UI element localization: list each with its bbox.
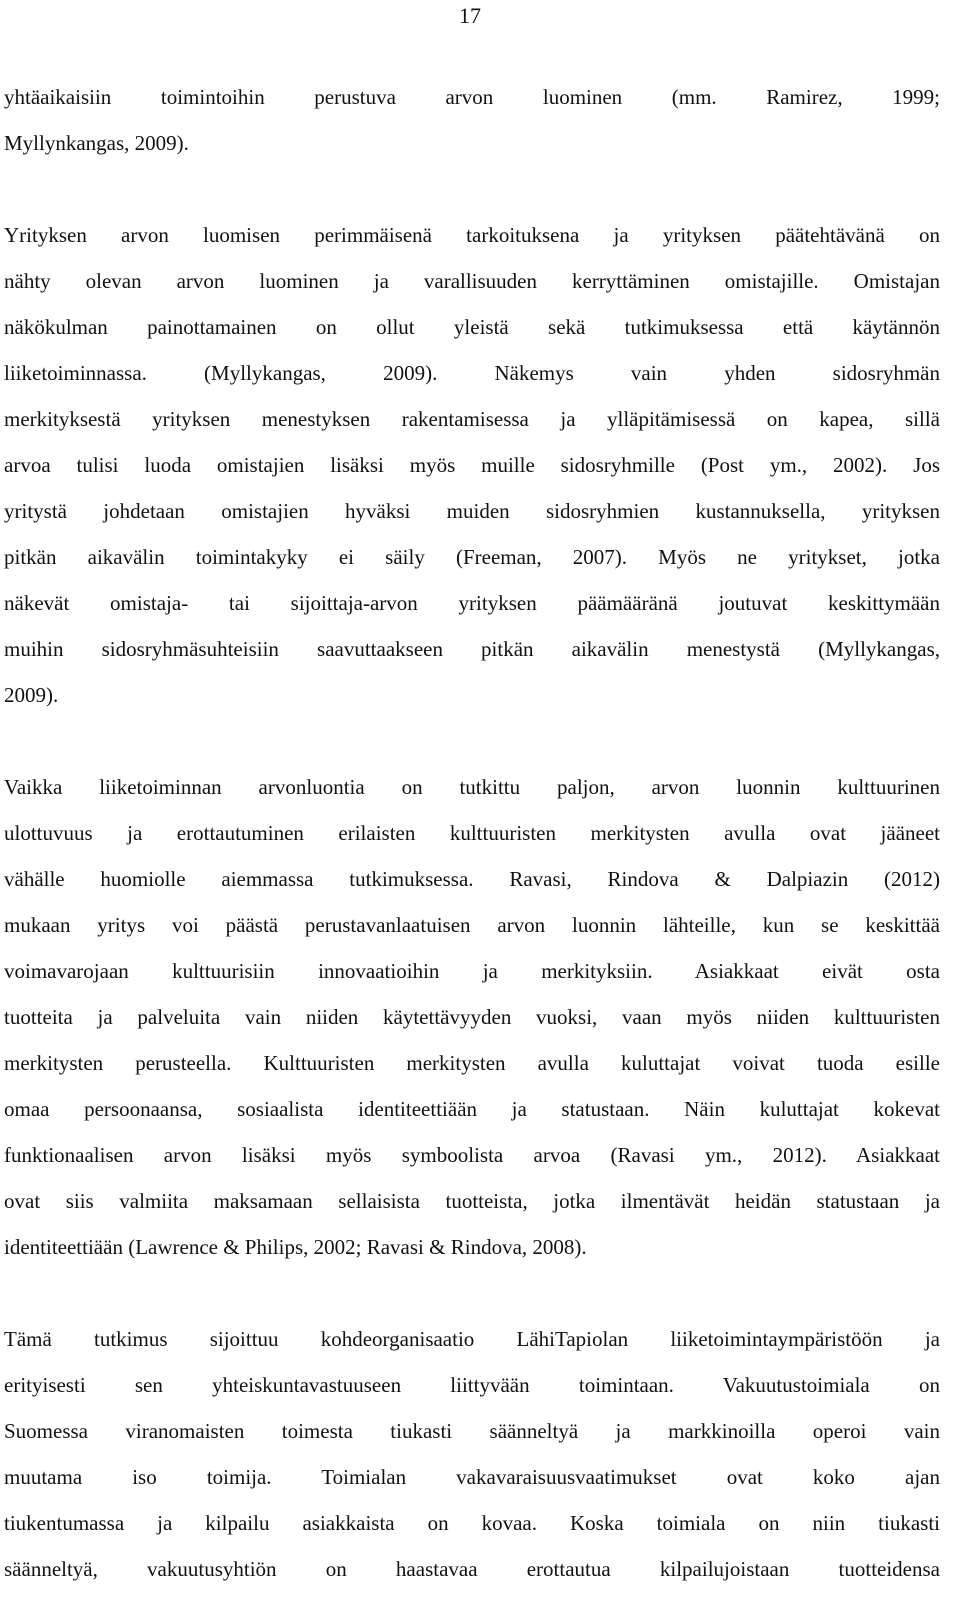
text-line: nähty olevan arvon luominen ja varallisuuden kerryttäminen omistajille. Omistajan xyxy=(4,269,940,293)
text-line: merkityksestä yrityksen menestyksen rakentamisessa ja ylläpitämisessä on kapea, sillä xyxy=(4,407,940,431)
text-line: yritystä johdetaan omistajien hyväksi muiden sidosryhmien kustannuksella, yrityksen xyxy=(4,499,940,523)
text-line: funktionaalisen arvon lisäksi myös symboolista arvoa (Ravasi ym., 2012). Asiakkaat xyxy=(4,1143,940,1167)
text-line: muutama iso toimija. Toimialan vakavaraisuusvaatimukset ovat koko ajan xyxy=(4,1465,940,1489)
paragraph-3 xyxy=(4,764,940,1270)
body-text xyxy=(4,74,940,1592)
text-line: identiteettiään (Lawrence & Philips, 2002; Ravasi & Rindova, 2008). xyxy=(4,1235,587,1259)
text-line: Yrityksen arvon luomisen perimmäisenä tarkoituksena ja yrityksen päätehtävänä on xyxy=(4,223,940,247)
text-line: pitkän aikavälin toimintakyky ei säily (Freeman, 2007). Myös ne yritykset, jotka xyxy=(4,545,940,569)
text-line: näkevät omistaja- tai sijoittaja-arvon yrityksen päämääränä joutuvat keskittymään xyxy=(4,591,940,615)
text-line: 2009). xyxy=(4,683,59,707)
text-line: näkökulman painottamainen on ollut yleistä sekä tutkimuksessa että käytännön xyxy=(4,315,940,339)
text-line: liiketoiminnassa. (Myllykangas, 2009). Näkemys vain yhden sidosryhmän xyxy=(4,361,940,385)
text-line: Suomessa viranomaisten toimesta tiukasti säänneltyä ja markkinoilla operoi vain xyxy=(4,1419,940,1443)
text-line: omaa persoonaansa, sosiaalista identiteettiään ja statustaan. Näin kuluttajat kokevat xyxy=(4,1097,940,1121)
text-line: Tämä tutkimus sijoittuu kohdeorganisaatio LähiTapiolan liiketoimintaympäristöön ja xyxy=(4,1327,940,1351)
text-line: vähälle huomiolle aiemmassa tutkimuksessa. Ravasi, Rindova & Dalpiazin (2012) xyxy=(4,867,940,891)
text-line: ulottuvuus ja erottautuminen erilaisten kulttuuristen merkitysten avulla ovat jääneet xyxy=(4,821,940,845)
text-line: Vaikka liiketoiminnan arvonluontia on tutkittu paljon, arvon luonnin kulttuurinen xyxy=(4,775,940,799)
text-line: Myllynkangas, 2009). xyxy=(4,131,189,155)
text-line: tuotteita ja palveluita vain niiden käytettävyyden vuoksi, vaan myös niiden kulttuuristen xyxy=(4,1005,940,1029)
text-line: muihin sidosryhmäsuhteisiin saavuttaakseen pitkän aikavälin menestystä (Myllykangas, xyxy=(4,637,940,661)
text-line: erityisesti sen yhteiskuntavastuuseen liittyvään toimintaan. Vakuutustoimiala on xyxy=(4,1373,940,1397)
text-line: mukaan yritys voi päästä perustavanlaatuisen arvon luonnin lähteille, kun se keskittää xyxy=(4,913,940,937)
page-number: 17 xyxy=(459,3,481,28)
text-line: voimavarojaan kulttuurisiin innovaatioihin ja merkityksiin. Asiakkaat eivät osta xyxy=(4,959,940,983)
text-line: yhtäaikaisiin toimintoihin perustuva arvon luominen (mm. Ramirez, 1999; xyxy=(4,85,940,109)
paragraph-4 xyxy=(4,1316,940,1592)
text-line: säänneltyä, vakuutusyhtiön on haastavaa erottautua kilpailujoistaan tuotteidensa xyxy=(4,1557,940,1581)
paragraph-2 xyxy=(4,212,940,718)
text-line: merkitysten perusteella. Kulttuuristen merkitysten avulla kuluttajat voivat tuoda esille xyxy=(4,1051,940,1075)
text-line: ovat siis valmiita maksamaan sellaisista tuotteista, jotka ilmentävät heidän statustaan ja xyxy=(4,1189,940,1213)
text-line: tiukentumassa ja kilpailu asiakkaista on kovaa. Koska toimiala on niin tiukasti xyxy=(4,1511,940,1535)
text-line: arvoa tulisi luoda omistajien lisäksi myös muille sidosryhmille (Post ym., 2002). Jos xyxy=(4,453,940,477)
paragraph-1 xyxy=(4,74,940,166)
